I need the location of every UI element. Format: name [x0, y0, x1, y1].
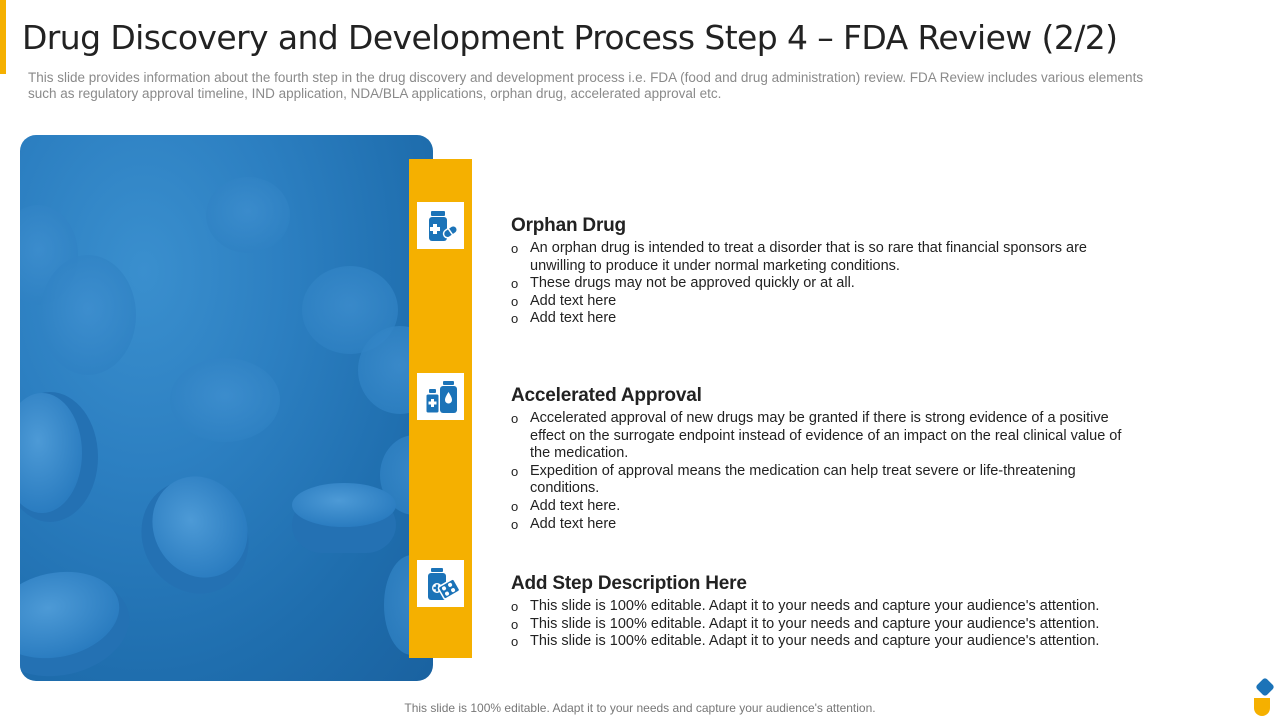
bullet-item: o This slide is 100% editable. Adapt it to your needs and capture your audience's attention.	[511, 616, 1131, 634]
section-accelerated-approval	[511, 385, 1131, 533]
medicine-bottles-drop-icon	[417, 373, 464, 420]
brand-logo-icon	[1250, 678, 1278, 718]
medicine-bottle-pills-icon	[417, 202, 464, 249]
bullet-item: o Add text here	[511, 310, 1131, 328]
pills-illustration	[20, 135, 433, 681]
bullet-list	[511, 598, 1131, 651]
bullet-item: o This slide is 100% editable. Adapt it to your needs and capture your audience's attention.	[511, 598, 1131, 616]
bullet-list	[511, 410, 1131, 533]
section-heading: Orphan Drug	[511, 215, 626, 236]
section-step-description	[511, 573, 1131, 651]
bullet-item: o Add text here	[511, 516, 1131, 534]
page-title: Drug Discovery and Development Process Step 4 – FDA Review (2/2)	[22, 18, 1118, 57]
pills-photo	[20, 135, 433, 681]
section-orphan-drug	[511, 215, 1131, 328]
section-heading: Accelerated Approval	[511, 385, 702, 406]
title-accent-bar	[0, 0, 6, 74]
bullet-item: o Add text here.	[511, 498, 1131, 516]
bullet-item: o These drugs may not be approved quickly or at all.	[511, 275, 1131, 293]
bullet-list	[511, 240, 1131, 328]
bullet-item: o Add text here	[511, 293, 1131, 311]
bullet-item: o An orphan drug is intended to treat a disorder that is so rare that financial sponsors are unwilling to produce it under normal marketing conditions.	[511, 240, 1131, 275]
bullet-item: o Accelerated approval of new drugs may be granted if there is strong evidence of a positive effect on the surrogate endpoint instead of evidence of an impact on the real clinical value of the medication.	[511, 410, 1131, 463]
section-heading: Add Step Description Here	[511, 573, 747, 594]
bullet-item: o This slide is 100% editable. Adapt it to your needs and capture your audience's attention.	[511, 633, 1131, 651]
page-subtitle: This slide provides information about the fourth step in the drug discovery and development process i.e. FDA (food and drug administration) review. FDA Review includes various elements such as regulatory approval timeline, IND application, NDA/BLA applications, orphan drug, accelerated approval etc.	[28, 70, 1144, 101]
medicine-bottle-blister-icon	[417, 560, 464, 607]
bullet-item: o Expedition of approval means the medication can help treat severe or life-threatening conditions.	[511, 463, 1131, 498]
footer-note: This slide is 100% editable. Adapt it to your needs and capture your audience's attention.	[404, 701, 876, 715]
